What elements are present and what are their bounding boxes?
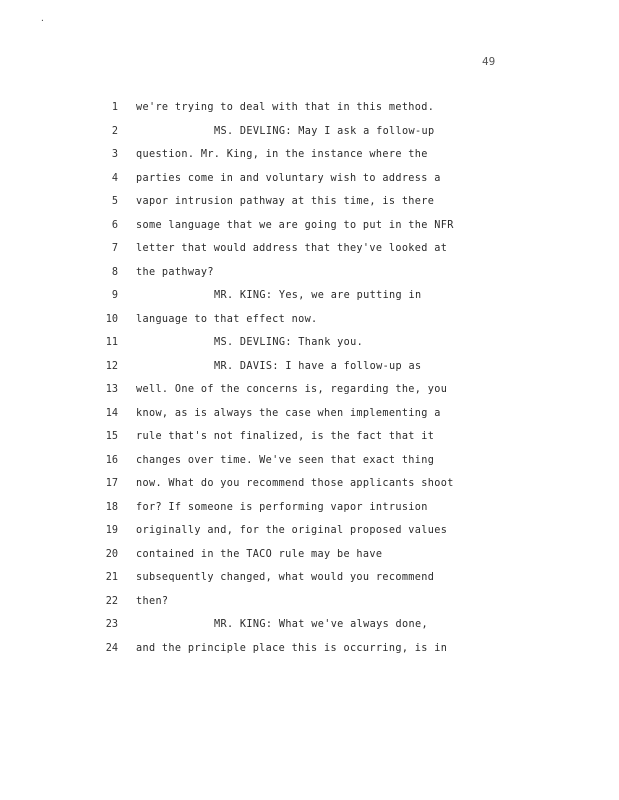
transcript-line bbox=[0, 261, 619, 285]
transcript-line bbox=[0, 519, 619, 543]
transcript-line bbox=[0, 637, 619, 661]
line-number: 20 bbox=[105, 548, 118, 560]
line-text: some language that we are going to put in the NFR bbox=[136, 219, 454, 231]
transcript-line bbox=[0, 237, 619, 261]
line-text: question. Mr. King, in the instance where the bbox=[136, 149, 428, 160]
transcript-line bbox=[0, 308, 619, 332]
page-number: 49 bbox=[482, 55, 496, 68]
transcript-line bbox=[0, 190, 619, 214]
line-number: 21 bbox=[105, 572, 118, 583]
line-number: 23 bbox=[105, 619, 118, 630]
line-text: contained in the TACO rule may be have bbox=[136, 548, 383, 560]
transcript-line bbox=[0, 143, 619, 167]
line-text: parties come in and voluntary wish to address a bbox=[136, 172, 441, 184]
line-number: 3 bbox=[111, 149, 118, 160]
transcript-line bbox=[0, 355, 619, 379]
scan-speck: . bbox=[40, 14, 45, 23]
line-number: 22 bbox=[105, 595, 118, 607]
line-number: 13 bbox=[105, 384, 118, 395]
line-number: 4 bbox=[111, 172, 118, 184]
transcript-line bbox=[0, 543, 619, 567]
line-number: 9 bbox=[111, 290, 118, 301]
line-text: and the principle place this is occurring, is in bbox=[136, 642, 448, 654]
transcript-line bbox=[0, 96, 619, 120]
line-number: 19 bbox=[105, 525, 118, 536]
line-text: MR. KING: What we've always done, bbox=[214, 619, 428, 630]
transcript-line bbox=[0, 214, 619, 238]
line-number: 18 bbox=[105, 501, 118, 513]
line-text: now. What do you recommend those applicants shoot bbox=[136, 478, 454, 489]
transcript-line bbox=[0, 613, 619, 637]
line-text: for? If someone is performing vapor intrusion bbox=[136, 501, 428, 513]
line-number: 16 bbox=[105, 454, 118, 466]
line-text: subsequently changed, what would you recommend bbox=[136, 572, 435, 583]
line-text: language to that effect now. bbox=[136, 313, 318, 325]
line-number: 5 bbox=[111, 196, 118, 207]
line-number: 6 bbox=[111, 219, 118, 231]
line-text: MR. DAVIS: I have a follow-up as bbox=[214, 360, 422, 372]
line-number: 7 bbox=[111, 243, 118, 254]
line-number: 15 bbox=[105, 431, 118, 442]
line-text: originally and, for the original proposed values bbox=[136, 525, 448, 536]
line-text: the pathway? bbox=[136, 266, 214, 278]
line-text: know, as is always the case when implementing a bbox=[136, 407, 441, 419]
line-number: 1 bbox=[111, 102, 118, 113]
transcript-line bbox=[0, 590, 619, 614]
line-number: 8 bbox=[111, 266, 118, 278]
line-text: MS. DEVLING: Thank you. bbox=[214, 337, 364, 348]
line-number: 12 bbox=[105, 360, 118, 372]
line-text: MR. KING: Yes, we are putting in bbox=[214, 290, 422, 301]
line-text: MS. DEVLING: May I ask a follow-up bbox=[214, 125, 435, 137]
transcript-line bbox=[0, 472, 619, 496]
transcript-line bbox=[0, 167, 619, 191]
line-number: 14 bbox=[105, 407, 118, 419]
line-number: 17 bbox=[105, 478, 118, 489]
line-text: changes over time. We've seen that exact thing bbox=[136, 454, 435, 466]
line-text: letter that would address that they've looked at bbox=[136, 243, 448, 254]
transcript-line bbox=[0, 331, 619, 355]
line-number: 11 bbox=[105, 337, 118, 348]
transcript-line bbox=[0, 402, 619, 426]
line-number: 2 bbox=[111, 125, 118, 137]
transcript-line bbox=[0, 378, 619, 402]
transcript-line bbox=[0, 120, 619, 144]
transcript-lines bbox=[0, 96, 619, 660]
transcript-line bbox=[0, 425, 619, 449]
transcript-line bbox=[0, 566, 619, 590]
transcript-line bbox=[0, 449, 619, 473]
line-text: rule that's not finalized, is the fact that it bbox=[136, 431, 435, 442]
transcript-line bbox=[0, 496, 619, 520]
line-number: 24 bbox=[105, 642, 118, 654]
line-text: well. One of the concerns is, regarding the, you bbox=[136, 384, 448, 395]
line-text: vapor intrusion pathway at this time, is there bbox=[136, 196, 435, 207]
line-number: 10 bbox=[105, 313, 118, 325]
line-text: we're trying to deal with that in this method. bbox=[136, 102, 435, 113]
transcript-line bbox=[0, 284, 619, 308]
line-text: then? bbox=[136, 595, 169, 607]
